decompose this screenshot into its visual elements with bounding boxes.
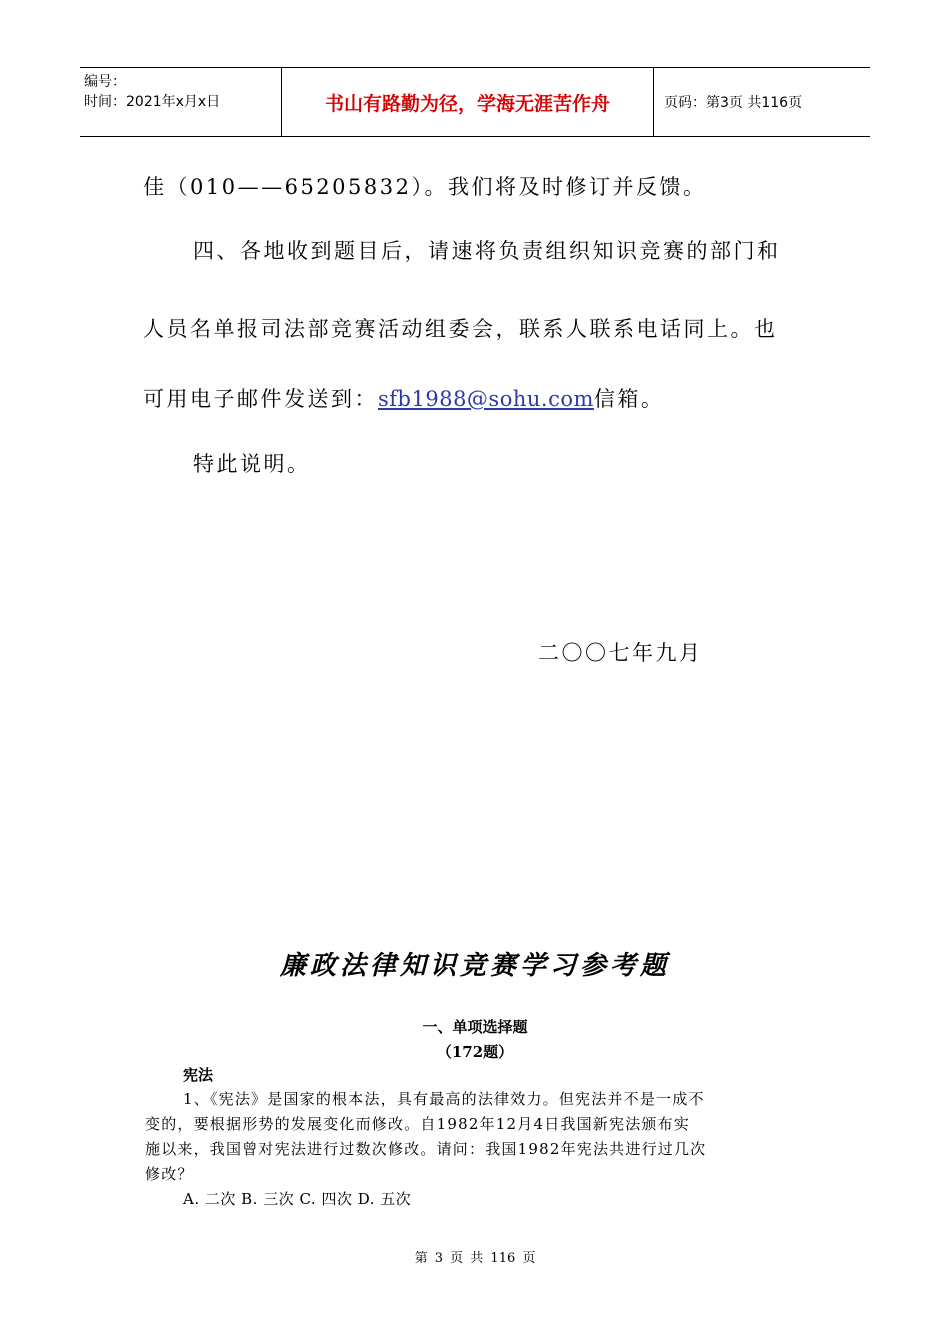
question-line-2: 变的，要根据形势的发展变化而修改。自1982年12月4日我国新宪法颁布实 xyxy=(145,1115,691,1133)
body-line-4-suffix: 信箱。 xyxy=(593,387,665,411)
serial-label: 编号： xyxy=(84,74,126,90)
subsection-title: 宪法 xyxy=(183,1066,214,1084)
body-line-3: 人员名单报司法部竞赛活动组委会，联系人联系电话同上。也 xyxy=(143,317,778,341)
page-footer: 第 3 页 共 116 页 xyxy=(414,1251,536,1266)
section-count: （172题） xyxy=(436,1043,514,1061)
body-line-5: 特此说明。 xyxy=(193,452,311,476)
header-motto: 书山有路勤为径，学海无涯苦作舟 xyxy=(282,68,654,136)
question-options: A. 二次 B. 三次 C. 四次 D. 五次 xyxy=(183,1190,412,1208)
question-line-3: 施以来，我国曾对宪法进行过数次修改。请问：我国1982年宪法共进行过几次 xyxy=(145,1140,707,1158)
email-link[interactable]: sfb1988@sohu.com xyxy=(378,387,594,411)
quiz-title: 廉政法律知识竞赛学习参考题 xyxy=(279,951,670,981)
header-meta xyxy=(80,68,282,136)
document-date: 二〇〇七年九月 xyxy=(538,641,703,665)
body-line-2: 四、各地收到题目后，请速将负责组织知识竞赛的部门和 xyxy=(193,239,781,263)
question-line-1: 1、《宪法》是国家的根本法，具有最高的法律效力。但宪法并不是一成不 xyxy=(183,1090,705,1108)
section-title: 一、单项选择题 xyxy=(422,1018,528,1036)
header-page-info: 页码：第3页 共116页 xyxy=(664,95,803,111)
body-line-4-prefix: 可用电子邮件发送到： xyxy=(143,387,378,411)
body-line-4 xyxy=(143,383,664,413)
page-header xyxy=(80,67,870,137)
date-label: 时间：2021年x月x日 xyxy=(84,94,221,110)
question-line-4: 修改？ xyxy=(145,1165,194,1183)
body-line-1: 佳（010——65205832）。我们将及时修订并反馈。 xyxy=(143,175,707,199)
